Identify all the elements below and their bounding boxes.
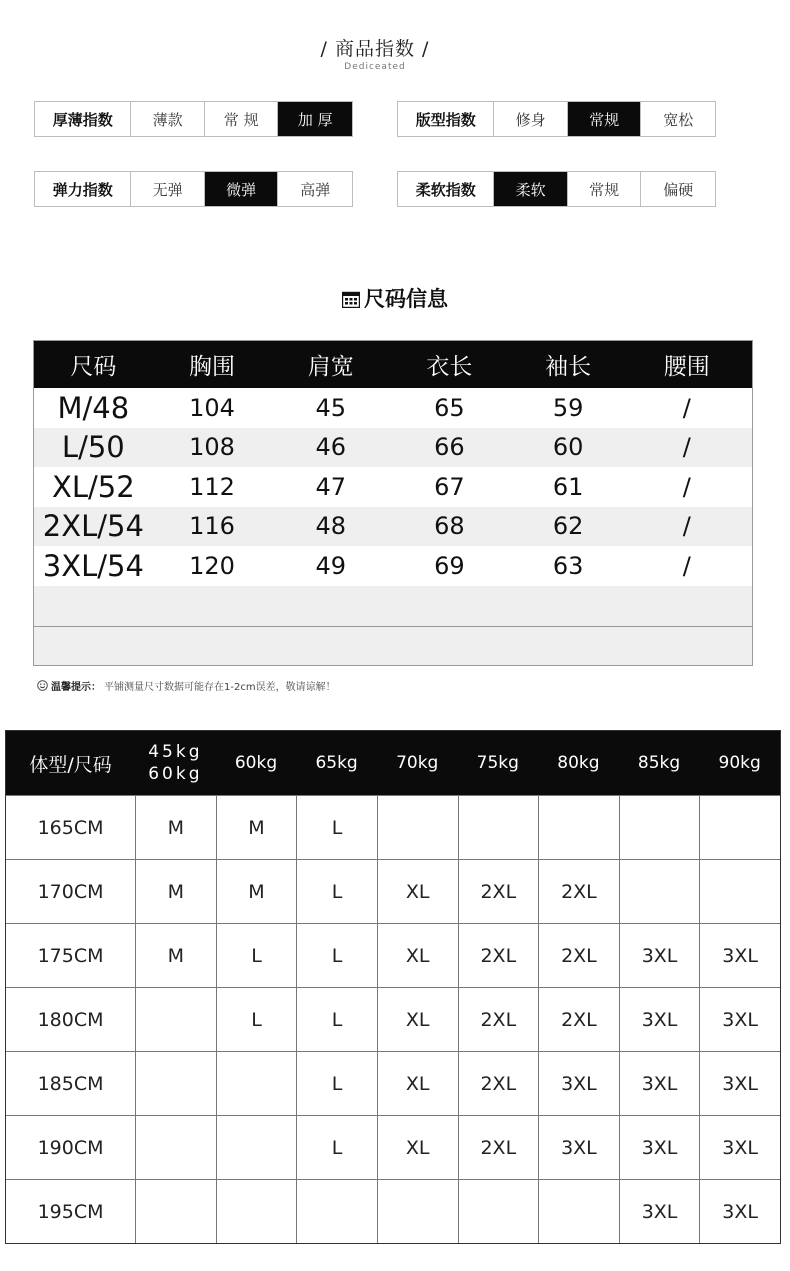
size-recommendation-cell xyxy=(377,1180,458,1243)
size-info-title-text: 尺码信息 xyxy=(364,287,448,311)
size-recommendation-cell: 2XL xyxy=(538,860,619,923)
calendar-icon xyxy=(342,291,360,308)
table-row xyxy=(6,1051,780,1115)
header-cell: 袖长 xyxy=(545,354,592,380)
size-recommendation-cell xyxy=(296,1180,377,1243)
size-recommendation-cell: 3XL xyxy=(699,988,780,1051)
size-recommendation-cell: M xyxy=(216,860,297,923)
table-cell: 69 xyxy=(434,551,465,580)
index-label: 柔软指数 xyxy=(415,180,476,199)
height-cell: 185CM xyxy=(37,1072,104,1095)
size-recommendation-cell: 2XL xyxy=(458,1116,539,1179)
table-row xyxy=(6,987,780,1051)
size-recommendation-cell: 2XL xyxy=(458,1052,539,1115)
size-recommendation-cell: L xyxy=(296,924,377,987)
table-row xyxy=(6,859,780,923)
height-cell: 165CM xyxy=(37,816,104,839)
size-recommendation-cell: 2XL xyxy=(458,924,539,987)
size-recommendation-cell: 3XL xyxy=(619,924,700,987)
size-recommendation-cell xyxy=(135,988,216,1051)
index-option: 宽松 xyxy=(640,102,715,136)
size-recommendation-cell: 3XL xyxy=(619,1180,700,1243)
size-recommendation-cell xyxy=(619,860,700,923)
product-index-subtitle: Dediceated xyxy=(344,62,406,72)
index-option-selected: 微弹 xyxy=(204,172,278,206)
size-recommendation-cell: 3XL xyxy=(538,1116,619,1179)
table-cell: / xyxy=(682,472,691,501)
size-recommendation-cell xyxy=(538,796,619,859)
table-cell: / xyxy=(682,551,691,580)
size-recommendation-cell: 3XL xyxy=(699,1116,780,1179)
size-recommendation-cell: 2XL xyxy=(538,924,619,987)
table-cell: 112 xyxy=(189,472,235,501)
size-recommendation-cell: M xyxy=(135,860,216,923)
weight-header: 65kg xyxy=(315,753,358,773)
size-cell: L/50 xyxy=(61,430,125,465)
table-cell: 66 xyxy=(434,433,465,462)
index-option: 常 规 xyxy=(204,102,278,136)
table-row xyxy=(34,428,752,468)
size-recommendation-cell: 3XL xyxy=(699,1052,780,1115)
header-cell: 衣长 xyxy=(426,354,473,380)
size-recommendation-cell xyxy=(135,1116,216,1179)
height-cell: 195CM xyxy=(37,1200,104,1223)
size-recommendation-cell: 2XL xyxy=(538,988,619,1051)
table-cell: 48 xyxy=(315,512,346,541)
size-recommendation-cell xyxy=(619,796,700,859)
size-recommendation-cell: 2XL xyxy=(458,988,539,1051)
header-cell: 肩宽 xyxy=(307,354,354,380)
index-thickness xyxy=(34,101,353,137)
weight-header-line: 60kg xyxy=(148,764,203,784)
fit-chart-header xyxy=(6,731,780,795)
table-cell: 65 xyxy=(434,393,465,422)
height-cell: 190CM xyxy=(37,1136,104,1159)
header-cell: 腰围 xyxy=(663,354,710,380)
size-recommendation-cell xyxy=(377,796,458,859)
size-recommendation-cell xyxy=(538,1180,619,1243)
table-cell: 116 xyxy=(189,512,235,541)
size-recommendation-cell: XL xyxy=(377,924,458,987)
index-option-selected: 常规 xyxy=(567,102,641,136)
size-recommendation-cell xyxy=(458,1180,539,1243)
index-label: 弹力指数 xyxy=(52,180,113,199)
table-row xyxy=(34,388,752,428)
size-recommendation-cell: L xyxy=(296,1052,377,1115)
index-elasticity xyxy=(34,171,353,207)
size-cell: XL/52 xyxy=(51,469,135,504)
size-recommendation-cell xyxy=(458,796,539,859)
size-recommendation-cell: XL xyxy=(377,1116,458,1179)
size-recommendation-cell: L xyxy=(216,924,297,987)
size-table xyxy=(33,340,753,666)
weight-header: 85kg xyxy=(637,753,681,773)
height-cell: 170CM xyxy=(37,880,104,903)
index-option: 修身 xyxy=(493,102,567,136)
table-cell: 59 xyxy=(552,393,584,422)
size-recommendation-cell: 3XL xyxy=(699,1180,780,1243)
weight-header: 90kg xyxy=(718,753,761,773)
table-cell: 61 xyxy=(552,472,584,501)
smile-icon xyxy=(37,680,48,691)
table-cell: 46 xyxy=(315,433,346,462)
size-recommendation-cell: 3XL xyxy=(619,1116,700,1179)
tip-text: 平铺测量尺寸数据可能存在1-2cm误差，敬请谅解！ xyxy=(104,682,336,693)
size-recommendation-cell: L xyxy=(296,860,377,923)
table-row xyxy=(6,1179,780,1243)
size-recommendation-cell: 3XL xyxy=(619,1052,700,1115)
size-recommendation-cell xyxy=(699,796,780,859)
size-recommendation-cell xyxy=(699,860,780,923)
header-cell: 胸围 xyxy=(189,354,236,380)
weight-header-line: 45kg xyxy=(148,742,203,762)
fit-chart-body xyxy=(6,795,780,1243)
size-recommendation-cell: XL xyxy=(377,1052,458,1115)
size-recommendation-cell: L xyxy=(296,796,377,859)
index-softness xyxy=(397,171,716,207)
table-cell: 104 xyxy=(189,393,235,422)
table-row xyxy=(34,507,752,547)
index-option: 常规 xyxy=(567,172,641,206)
weight-header: 80kg xyxy=(557,753,600,773)
table-row xyxy=(34,467,752,507)
table-row xyxy=(34,546,752,586)
fit-chart-table xyxy=(5,730,781,1244)
table-cell: 47 xyxy=(315,472,346,501)
table-cell: 120 xyxy=(189,551,235,580)
index-option-selected: 加 厚 xyxy=(277,102,352,136)
table-cell: 68 xyxy=(434,512,465,541)
size-recommendation-cell: 3XL xyxy=(538,1052,619,1115)
table-cell: 67 xyxy=(434,472,465,501)
table-cell: / xyxy=(682,393,691,422)
weight-header: 70kg xyxy=(396,753,439,773)
empty-row xyxy=(34,586,752,626)
index-option: 高弹 xyxy=(277,172,352,206)
size-recommendation-cell xyxy=(216,1180,297,1243)
table-row xyxy=(6,923,780,987)
size-recommendation-cell xyxy=(216,1116,297,1179)
size-cell: 2XL/54 xyxy=(42,509,144,544)
size-cell: 3XL/54 xyxy=(42,548,144,583)
index-label: 厚薄指数 xyxy=(52,110,113,129)
table-cell: 62 xyxy=(552,512,584,541)
table-cell: / xyxy=(682,433,691,462)
size-recommendation-cell: XL xyxy=(377,860,458,923)
corner-cell: 体型/尺码 xyxy=(29,753,112,776)
size-cell: M/48 xyxy=(57,390,130,425)
tip-label: 温馨提示： xyxy=(51,682,101,693)
size-table-header xyxy=(34,341,752,388)
weight-header: 75kg xyxy=(476,753,519,773)
table-cell: 45 xyxy=(315,393,346,422)
table-cell: 63 xyxy=(552,551,584,580)
table-row xyxy=(6,795,780,859)
size-recommendation-cell: 2XL xyxy=(458,860,539,923)
size-recommendation-cell: 3XL xyxy=(619,988,700,1051)
size-recommendation-cell: M xyxy=(216,796,297,859)
height-cell: 175CM xyxy=(37,944,104,967)
size-recommendation-cell: L xyxy=(296,988,377,1051)
size-recommendation-cell xyxy=(135,1180,216,1243)
index-option-selected: 柔软 xyxy=(493,172,567,206)
weight-header xyxy=(135,731,216,795)
header-cell: 尺码 xyxy=(70,354,117,380)
index-option: 无弹 xyxy=(130,172,204,206)
table-cell: / xyxy=(682,512,691,541)
size-info-title xyxy=(0,283,790,313)
index-option: 偏硬 xyxy=(640,172,715,206)
weight-header: 60kg xyxy=(234,753,278,773)
table-cell: 60 xyxy=(552,433,584,462)
size-recommendation-cell: 3XL xyxy=(699,924,780,987)
size-recommendation-cell xyxy=(135,1052,216,1115)
table-cell: 108 xyxy=(189,433,235,462)
index-option: 薄款 xyxy=(130,102,204,136)
empty-row xyxy=(34,626,752,665)
size-recommendation-cell: XL xyxy=(377,988,458,1051)
measurement-tip xyxy=(37,678,336,693)
height-cell: 180CM xyxy=(37,1008,104,1031)
size-recommendation-cell: L xyxy=(216,988,297,1051)
table-row xyxy=(6,1115,780,1179)
size-recommendation-cell xyxy=(216,1052,297,1115)
size-recommendation-cell: M xyxy=(135,796,216,859)
product-index-title: / 商品指数 / xyxy=(320,38,430,60)
size-recommendation-cell: M xyxy=(135,924,216,987)
size-recommendation-cell: L xyxy=(296,1116,377,1179)
table-cell: 49 xyxy=(315,551,346,580)
index-label: 版型指数 xyxy=(415,110,476,129)
index-fit xyxy=(397,101,716,137)
